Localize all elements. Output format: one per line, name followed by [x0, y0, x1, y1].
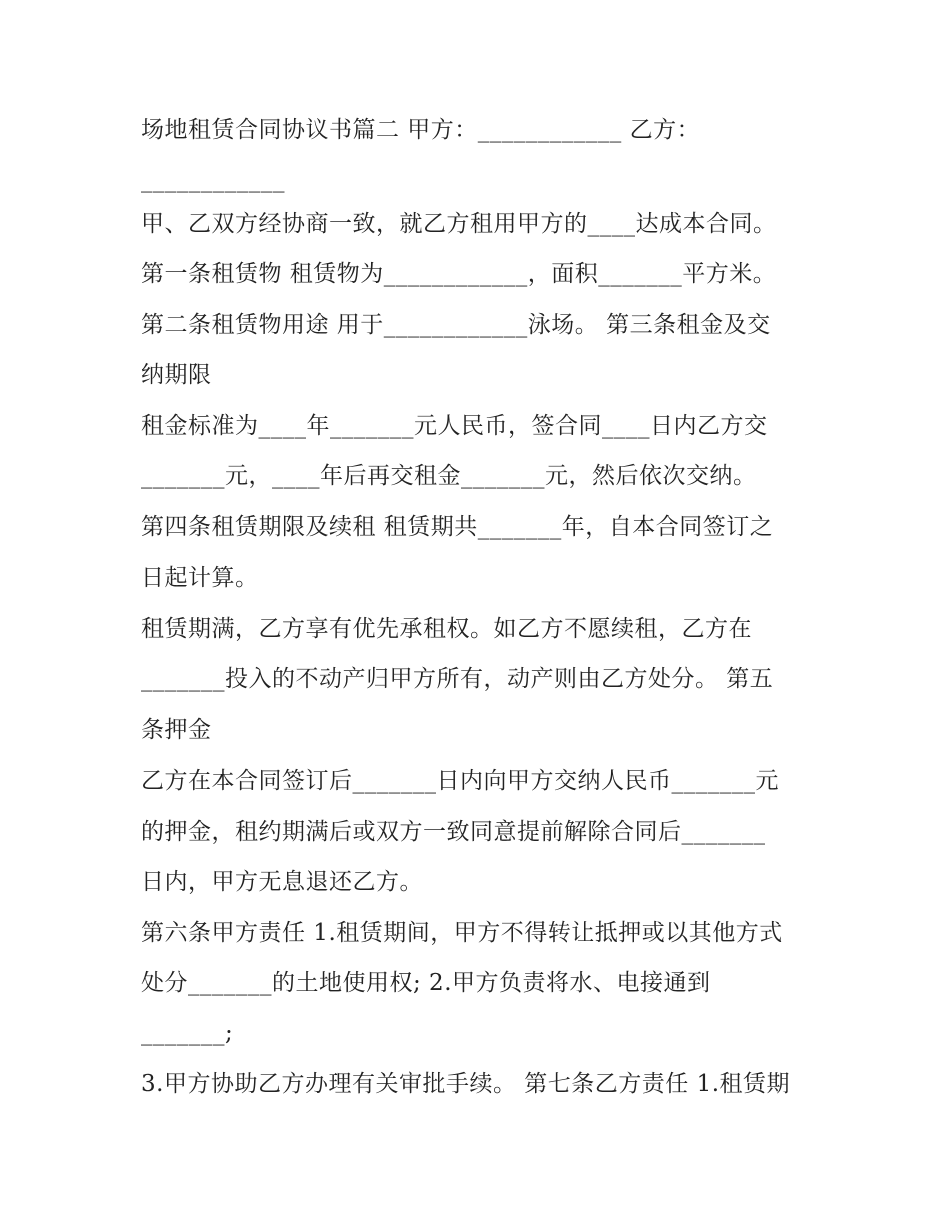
text-line: 3.甲方协助乙方办理有关审批手续。 第七条乙方责任 1.租赁期 [141, 1071, 791, 1097]
text-line: ____________ [141, 167, 285, 193]
text-line: 第一条租赁物 租赁物为____________，面积_______平方米。 [141, 261, 777, 287]
text-line: 租赁期满，乙方享有优先承租权。如乙方不愿续租，乙方在 [141, 616, 752, 642]
text-line: 甲、乙双方经协商一致，就乙方租用甲方的____达成本合同。 [141, 211, 777, 237]
text-line: 租金标准为____年_______元人民币，签合同____日内乙方交 [141, 413, 768, 439]
text-line: 第二条租赁物用途 用于____________泳场。 第三条租金及交 [141, 312, 771, 338]
text-line: 日起计算。 [141, 565, 259, 591]
text-line: _______投入的不动产归甲方所有，动产则由乙方处分。 第五 [141, 666, 774, 692]
text-line: 场地租赁合同协议书篇二 甲方：____________ 乙方： [141, 117, 701, 143]
text-line: 条押金 [141, 717, 212, 743]
text-line: 的押金，租约期满后或双方一致同意提前解除合同后_______ [141, 819, 766, 845]
text-line: 乙方在本合同签订后_______日内向甲方交纳人民币_______元 [141, 768, 779, 794]
text-line: 第四条租赁期限及续租 租赁期共_______年，自本合同签订之 [141, 514, 774, 540]
text-line: 日内，甲方无息退还乙方。 [141, 869, 423, 895]
text-line: 第六条甲方责任 1.租赁期间，甲方不得转让抵押或以其他方式 [141, 920, 783, 946]
text-line: _______; [141, 1020, 234, 1046]
text-line: _______元，____年后再交租金_______元，然后依次交纳。 [141, 463, 757, 489]
text-line: 处分_______的土地使用权; 2.甲方负责将水、电接通到 [141, 970, 711, 996]
text-line: 纳期限 [141, 362, 212, 388]
